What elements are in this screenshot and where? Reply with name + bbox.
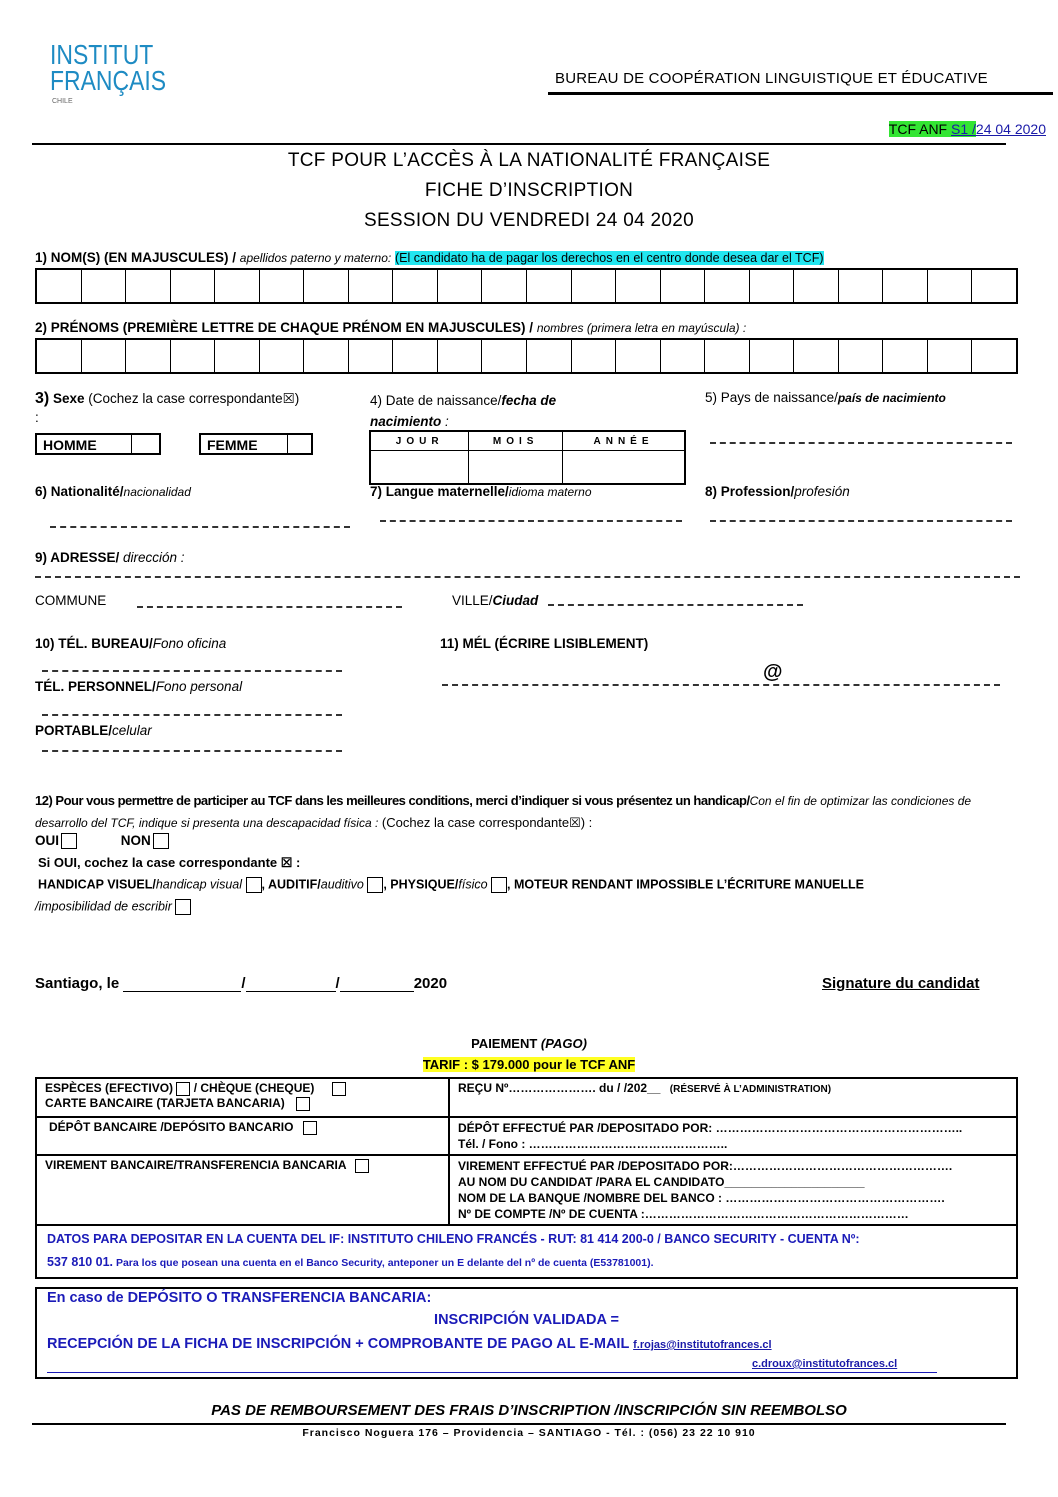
header-divider: [548, 92, 1053, 95]
q1-label: [35, 250, 824, 265]
q4-label-text: 4) Date de naissance/: [370, 393, 502, 408]
signature-year: 2020: [413, 975, 448, 992]
candidate-name-line: AU NOM DU CANDIDAT /PARA EL CANDIDATO_____________________: [458, 1175, 865, 1189]
q4-label: [370, 390, 630, 432]
signature-month-field[interactable]: [246, 975, 336, 992]
surname-letter-cell[interactable]: [171, 270, 216, 302]
non-label: NON: [120, 833, 151, 848]
transfer-details-cell: [449, 1155, 1017, 1225]
payment-row-transfer: [36, 1155, 1017, 1225]
birthdate-day-input[interactable]: [370, 451, 469, 485]
signature-date-line: [35, 975, 447, 992]
surname-letter-cell[interactable]: [928, 270, 973, 302]
non-checkbox[interactable]: [153, 833, 169, 849]
q1-label-bold: 1) NOM(S) (EN MAJUSCULES) /: [35, 250, 237, 265]
q9-label-italic: dirección :: [119, 550, 185, 565]
firstname-letter-cell[interactable]: [883, 340, 928, 372]
ville-label-italic: Ciudad: [492, 593, 539, 608]
q8-label-italic: profesión: [794, 484, 850, 499]
q3-number: 3): [35, 390, 50, 407]
firstname-letter-cell[interactable]: [171, 340, 216, 372]
email-underline: [47, 1372, 937, 1373]
physique-label-italic: físico: [458, 877, 488, 892]
account-number-line: Nº DE COMPTE /Nº DE CUENTA :…………………………………………………………: [458, 1207, 909, 1221]
personal-phone-label-bold: TÉL. PERSONNEL/: [35, 679, 156, 694]
q6-label: [35, 484, 191, 499]
firstname-letter-cell[interactable]: [393, 340, 438, 372]
session-title: SESSION DU VENDREDI 24 04 2020: [363, 210, 695, 231]
receipt-number-line: REÇU Nº…………………. du / /202__: [458, 1081, 661, 1095]
deposit-method-cell: [36, 1117, 449, 1155]
femme-checkbox[interactable]: [288, 435, 311, 453]
mobile-phone-label-italic: celular: [112, 723, 152, 738]
ville-label: [452, 593, 538, 608]
surname-letter-cell[interactable]: [37, 270, 82, 302]
virement-label: VIREMENT BANCAIRE/TRANSFERENCIA BANCARIA: [45, 1158, 347, 1172]
surname-letter-cell[interactable]: [527, 270, 572, 302]
firstname-letter-cell[interactable]: [304, 340, 349, 372]
validation-line2: INSCRIPCIÓN VALIDADA =: [434, 1312, 619, 1328]
city-field[interactable]: [548, 604, 803, 606]
commune-field[interactable]: [137, 606, 402, 608]
handicap-types: [38, 877, 864, 893]
surname-letter-cell[interactable]: [883, 270, 928, 302]
birthdate-day-header: JOUR: [370, 431, 469, 451]
moteur-label-bold: , MOTEUR RENDANT IMPOSSIBLE L’ÉCRITURE MANUELLE: [507, 877, 864, 892]
surname-letter-cell[interactable]: [215, 270, 260, 302]
surname-letter-cell[interactable]: [616, 270, 661, 302]
payment-row-cash: [36, 1078, 1017, 1117]
firstname-letter-cell[interactable]: [839, 340, 884, 372]
tarif-line: [0, 1057, 1058, 1072]
bank-info-line2: Para los que posean una cuenta en el Banco Security, anteponer un E delante del nº de cuenta (E53781001).: [113, 1257, 654, 1269]
payment-title-text: PAIEMENT: [471, 1036, 541, 1051]
surname-letter-cell[interactable]: [126, 270, 171, 302]
surname-letter-cell[interactable]: [839, 270, 884, 302]
firstname-letter-cell[interactable]: [705, 340, 750, 372]
q3-label: [35, 390, 299, 408]
payment-table: [35, 1077, 1018, 1279]
payment-row-bank-info: [36, 1225, 1017, 1278]
q9-label: [35, 550, 185, 565]
q10-label: [35, 636, 226, 651]
title-divider: [32, 143, 1006, 145]
q6-label-bold: 6) Nationalité/: [35, 484, 124, 499]
personal-phone-label: [35, 679, 242, 694]
birthdate-table: [369, 430, 686, 485]
auditif-label-italic: auditivo: [320, 877, 364, 892]
profession-field[interactable]: [710, 520, 1012, 522]
q11-label: 11) MÉL (ÉCRIRE LISIBLEMENT): [440, 636, 649, 651]
birth-country-field[interactable]: [710, 442, 1012, 444]
firstname-letter-cell[interactable]: [37, 340, 82, 372]
q10-label-italic: Fono oficina: [152, 636, 227, 651]
q3-label-bold: Sexe: [53, 391, 85, 406]
birthdate-month-input[interactable]: [469, 451, 563, 485]
email-field[interactable]: [442, 684, 1000, 686]
moteur-option: [35, 899, 191, 915]
q3-label-text: (Cochez la case correspondante☒): [88, 391, 300, 406]
firstname-letter-cell[interactable]: [215, 340, 260, 372]
surname-letter-cell[interactable]: [572, 270, 617, 302]
virement-checkbox[interactable]: [355, 1159, 369, 1173]
session-code-prefix: TCF ANF: [888, 121, 952, 137]
firstname-letter-cell[interactable]: [928, 340, 973, 372]
q7-label-bold: 7) Langue maternelle/: [370, 484, 509, 499]
q12-text: [35, 790, 1010, 834]
q2-label-italic: nombres (primera letra en mayúscula) :: [536, 321, 747, 335]
surname-letter-cell[interactable]: [82, 270, 127, 302]
signature-label: Signature du candidat: [822, 975, 980, 992]
q2-label: [35, 320, 746, 335]
surname-input-grid[interactable]: [35, 268, 1018, 304]
oui-label: OUI: [35, 833, 60, 848]
validation-line4: [752, 1358, 897, 1370]
mobile-phone-label: [35, 723, 152, 738]
personal-phone-label-italic: Fono personal: [155, 679, 243, 694]
homme-label: HOMME: [37, 435, 132, 453]
firstname-letter-cell[interactable]: [126, 340, 171, 372]
deposited-by-line: DÉPÔT EFFECTUÉ PAR /DEPOSITADO POR: ……………………………………………………..: [458, 1121, 963, 1135]
q4-colon: :: [441, 414, 449, 429]
payment-title-italic: (PAGO): [540, 1036, 587, 1051]
sex-homme-option[interactable]: [35, 433, 161, 455]
logo-line2: FRANÇAIS: [50, 65, 167, 96]
cheque-checkbox[interactable]: [332, 1082, 346, 1096]
birthdate-year-header: ANNÉE: [563, 431, 685, 451]
q12-text-italic: Con el fin de optimizar las condiciones de desarrollo del TCF, indique si presenta una descapacidad física :: [35, 794, 972, 830]
carte-bancaire-checkbox[interactable]: [296, 1097, 310, 1111]
validation-box: [35, 1287, 1018, 1379]
q12-text-bold: 12) Pour vous permettre de participer au TCF dans les meilleures conditions, merci d’indiquer si vous présentez un handicap/: [35, 793, 750, 808]
receipt-cell: [449, 1078, 1017, 1117]
visuel-label-italic: handicap visual: [155, 877, 243, 892]
signature-place: Santiago, le: [35, 975, 120, 992]
moteur-label-italic: /imposibilidad de escribir: [35, 899, 172, 914]
carte-bancaire-label: CARTE BANCAIRE (TARJETA BANCARIA): [45, 1095, 285, 1110]
oui-checkbox[interactable]: [61, 833, 77, 849]
physique-label-bold: , PHYSIQUE/: [383, 877, 459, 892]
visuel-checkbox[interactable]: [246, 877, 262, 893]
q8-label: [705, 484, 850, 499]
personal-phone-field[interactable]: [42, 714, 342, 716]
surname-letter-cell[interactable]: [438, 270, 483, 302]
bank-info-cell: [36, 1225, 1017, 1278]
q6-label-italic: nacionalidad: [123, 485, 191, 499]
office-phone-field[interactable]: [42, 670, 342, 672]
firstname-letter-cell[interactable]: [572, 340, 617, 372]
surname-letter-cell[interactable]: [750, 270, 795, 302]
si-oui-instruction: Si OUI, cochez la case correspondante ☒ :: [38, 855, 301, 870]
physique-checkbox[interactable]: [491, 877, 507, 893]
validation-line3: [47, 1336, 772, 1352]
session-code: [889, 121, 1046, 137]
commune-label: COMMUNE: [35, 593, 107, 608]
payment-row-deposit: [36, 1117, 1017, 1155]
visuel-label-bold: HANDICAP VISUEL/: [38, 877, 156, 892]
document-subtitle: FICHE D’INSCRIPTION: [424, 180, 634, 201]
birthdate-month-header: MOIS: [469, 431, 563, 451]
surname-letter-cell[interactable]: [661, 270, 706, 302]
moteur-checkbox[interactable]: [175, 899, 191, 915]
signature-day-field[interactable]: [123, 975, 241, 992]
q7-label-italic: idioma materno: [508, 485, 592, 499]
date-slash-1: /: [241, 975, 246, 992]
bank-info-line1: DATOS PARA DEPOSITAR EN LA CUENTA DEL IF: INSTITUTO CHILENO FRANCÉS - RUT: 81 414 200-0 / BANCO SECURITY - CUENTA Nº:: [47, 1232, 860, 1246]
q1-payment-note: (El candidato ha de pagar los derechos en el centro donde desea dar el TCF): [394, 251, 824, 265]
no-refund-notice: PAS DE REMBOURSEMENT DES FRAIS D’INSCRIPTION /INSCRIPCIÓN SIN REEMBOLSO: [211, 1402, 847, 1419]
email-link-droux[interactable]: c.droux@institutofrances.cl: [752, 1358, 898, 1370]
auditif-label-bold: , AUDITIF/: [261, 877, 321, 892]
admin-reserved-note: (RÉSERVÉ À L’ADMINISTRATION): [669, 1084, 832, 1095]
femme-label: FEMME: [201, 435, 288, 453]
at-sign: @: [763, 661, 783, 683]
surname-letter-cell[interactable]: [482, 270, 527, 302]
deposit-details-cell: [449, 1117, 1017, 1155]
surname-letter-cell[interactable]: [972, 270, 1016, 302]
address-field[interactable]: [35, 576, 1020, 578]
surname-letter-cell[interactable]: [260, 270, 305, 302]
q8-label-bold: 8) Profession/: [705, 484, 795, 499]
transfer-method-cell: [36, 1155, 449, 1225]
account-number: 537 810 01.: [47, 1255, 114, 1269]
logo-subtitle: CHILE: [52, 98, 73, 105]
auditif-checkbox[interactable]: [367, 877, 383, 893]
transferred-by-line: VIREMENT EFFECTUÉ PAR /DEPOSITADO POR:……………………………………………….: [458, 1159, 953, 1173]
depot-bancaire-label: DÉPÔT BANCAIRE /DEPÓSITO BANCARIO: [49, 1120, 294, 1134]
surname-letter-cell[interactable]: [349, 270, 394, 302]
handicap-yes-no: [35, 833, 169, 849]
birthdate-year-input[interactable]: [563, 451, 685, 485]
footer-divider: [32, 1423, 1006, 1425]
mother-tongue-field[interactable]: [380, 520, 682, 522]
validation-line3-text: RECEPCIÓN DE LA FICHA DE INSCRIPCIÓN + COMPROBANTE DE PAGO AL E-MAIL: [47, 1336, 634, 1352]
q5-label-italic: país de nacimiento: [837, 391, 946, 405]
document-title: TCF POUR L’ACCÈS À LA NATIONALITÉ FRANÇAISE: [287, 150, 771, 171]
surname-letter-cell[interactable]: [705, 270, 750, 302]
payment-methods-cell: [36, 1078, 449, 1117]
sex-femme-option[interactable]: [199, 433, 313, 455]
firstname-letter-cell[interactable]: [661, 340, 706, 372]
email-link-rojas[interactable]: f.rojas@institutofrances.cl: [633, 1339, 772, 1351]
firstname-letter-cell[interactable]: [972, 340, 1016, 372]
firstname-letter-cell[interactable]: [750, 340, 795, 372]
mobile-phone-field[interactable]: [42, 750, 342, 752]
q10-label-bold: 10) TÉL. BUREAU/: [35, 636, 153, 651]
q4-label-italic: fecha de nacimiento: [370, 393, 557, 429]
firstname-letter-cell[interactable]: [616, 340, 661, 372]
nationality-field[interactable]: [50, 526, 350, 528]
tarif-text: TARIF : $ 179.000 pour le TCF ANF: [422, 1057, 636, 1072]
q12-text-tail: (Cochez la case correspondante☒) :: [378, 815, 593, 830]
signature-year-field[interactable]: [340, 975, 414, 992]
surname-letter-cell[interactable]: [304, 270, 349, 302]
cheque-label: / CHÈQUE (CHEQUE): [193, 1081, 315, 1095]
depot-bancaire-checkbox[interactable]: [303, 1121, 317, 1135]
ville-label-text: VILLE/: [452, 593, 493, 608]
surname-letter-cell[interactable]: [393, 270, 438, 302]
session-code-link-date[interactable]: 24 04 2020: [975, 121, 1046, 137]
q5-label: [705, 390, 946, 405]
session-code-link-s1[interactable]: S1 /: [951, 121, 976, 137]
q1-label-italic: apellidos paterno y materno:: [239, 251, 392, 265]
logo-line1: INSTITUT: [50, 39, 154, 70]
firstname-letter-cell[interactable]: [527, 340, 572, 372]
footer-address: Francisco Noguera 176 – Providencia – SANTIAGO - Tél. : (056) 23 22 10 910: [302, 1427, 756, 1439]
homme-checkbox[interactable]: [132, 435, 159, 453]
q5-label-text: 5) Pays de naissance/: [705, 390, 838, 405]
bureau-heading: BUREAU DE COOPÉRATION LINGUISTIQUE ET ÉDUCATIVE: [555, 70, 988, 87]
mobile-phone-label-bold: PORTABLE/: [35, 723, 112, 738]
firstname-letter-cell[interactable]: [260, 340, 305, 372]
q7-label: [370, 484, 592, 499]
firstname-letter-cell[interactable]: [82, 340, 127, 372]
especes-label: ESPÈCES (EFECTIVO): [45, 1081, 174, 1095]
q2-label-bold: 2) PRÉNOMS (PREMIÈRE LETTRE DE CHAQUE PRÉNOM EN MAJUSCULES) /: [35, 320, 534, 335]
firstname-letter-cell[interactable]: [482, 340, 527, 372]
firstname-letter-cell[interactable]: [438, 340, 483, 372]
q9-label-bold: 9) ADRESSE/: [35, 550, 120, 565]
bank-name-line: NOM DE LA BANQUE /NOMBRE DEL BANCO : ……………………………………………….: [458, 1191, 945, 1205]
firstname-letter-cell[interactable]: [349, 340, 394, 372]
q3-colon: :: [35, 410, 39, 425]
date-slash-2: /: [335, 975, 340, 992]
surname-letter-cell[interactable]: [794, 270, 839, 302]
deposit-phone-line: Tél. / Fono : …………………………………………..: [458, 1137, 728, 1151]
firstname-input-grid[interactable]: [35, 338, 1018, 374]
especes-checkbox[interactable]: [176, 1082, 190, 1096]
validation-line1: En caso de DEPÓSITO O TRANSFERENCIA BANCARIA:: [47, 1290, 432, 1306]
institut-francais-logo: [50, 39, 167, 96]
payment-title: [0, 1036, 1058, 1051]
firstname-letter-cell[interactable]: [794, 340, 839, 372]
